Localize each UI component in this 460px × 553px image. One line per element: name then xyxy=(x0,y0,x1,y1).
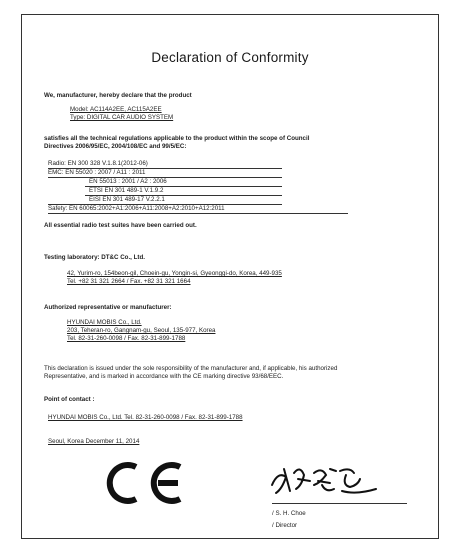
model-line: Model: AC114A2EE, AC115A2EE xyxy=(70,106,162,113)
intro-text: We, manufacturer, hereby declare that the product xyxy=(44,92,192,99)
authorized-rep-name: HYUNDAI MOBIS Co., Ltd. xyxy=(67,319,142,326)
standard-etsi-17: EISI EN 301 489-17 V.2.2.1 xyxy=(89,196,165,203)
standard-safety: Safety: EN 60065:2002+A1:2006+A11:2008+A2:2010+A12:2011 xyxy=(48,205,225,212)
testing-lab-label: Testing laboratory: DT&C Co., Ltd. xyxy=(44,254,145,261)
standard-emc: EMC: EN 55020 : 2007 / A11 : 2011 xyxy=(48,169,146,176)
type-line: Type: DIGITAL CAR AUDIO SYSTEM xyxy=(70,114,174,121)
testing-lab-phone: Tel. +82 31 321 2664 / Fax. +82 31 321 1664 xyxy=(67,278,191,285)
contact-label: Point of contact : xyxy=(44,396,95,403)
page-title: Declaration of Conformity xyxy=(151,50,309,65)
standard-emc-2: EN 55013 : 2001 / A2 : 2006 xyxy=(89,178,167,185)
signature-line xyxy=(272,503,407,504)
authorized-rep-address: 203, Teheran-ro, Gangnam-gu, Seoul, 135-977, Korea xyxy=(67,327,216,334)
authorized-rep-label: Authorized representative or manufacturer: xyxy=(44,304,172,311)
place-date: Seoul, Korea December 11, 2014 xyxy=(48,438,140,445)
standard-radio: Radio: EN 300 328 V.1.8.1(2012-06) xyxy=(48,160,148,167)
responsibility-line-2: Representative, and is marked in accordance with the CE marking directive 93/68/EEC. xyxy=(44,373,284,380)
satisfies-line-2: Directives 2006/95/EC, 2004/108/EC and 99/5/EC: xyxy=(44,143,187,150)
contact-line: HYUNDAI MOBIS Co., Ltd. Tel. 82-31-260-0098 / Fax. 82-31-899-1788 xyxy=(48,414,243,421)
signer-title: / Director xyxy=(272,522,298,529)
authorized-rep-phone: Tel. 82-31-260-0098 / Fax. 82-31-899-1788 xyxy=(67,335,186,342)
signature-image xyxy=(264,459,384,501)
responsibility-line-1: This declaration is issued under the sole responsibility of the manufacturer and, if applicable, his authorized xyxy=(44,365,338,372)
signer-name: / S. H. Choe xyxy=(272,510,306,517)
standard-etsi-1: ETSI EN 301 489-1 V.1.9.2 xyxy=(89,187,164,194)
radio-tests-text: All essential radio test suites have been carried out. xyxy=(44,222,197,229)
ce-mark-logo xyxy=(94,459,194,507)
satisfies-line-1: satisfies all the technical regulations applicable to the product within the scope of Council xyxy=(44,135,310,142)
divider xyxy=(48,213,348,214)
testing-lab-address: 42, Yurim-ro, 154beon-gil, Choein-gu, Yongin-si, Gyeonggi-do, Korea, 449-935 xyxy=(67,270,282,277)
declaration-page xyxy=(21,14,439,539)
